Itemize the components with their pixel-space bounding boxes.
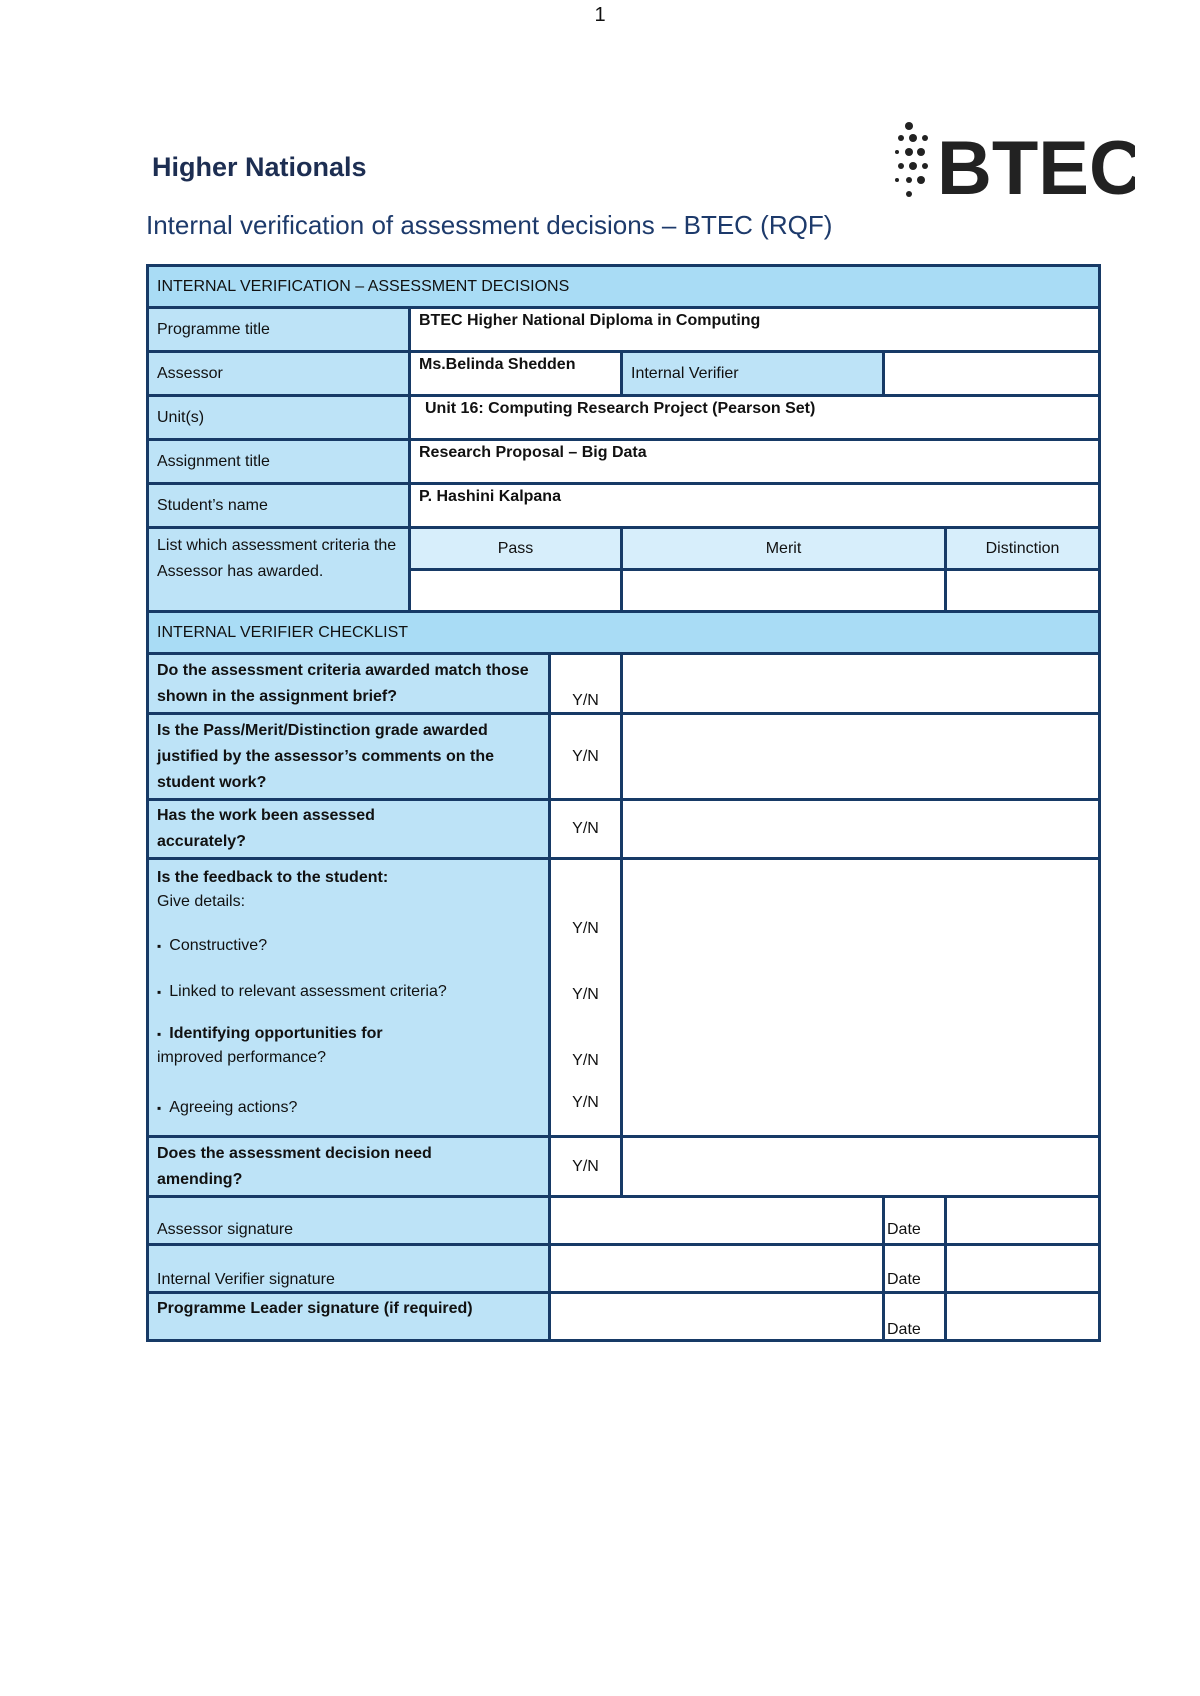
assessor-label: Assessor	[148, 352, 410, 396]
feedback-item-constructive: ▪ Constructive?	[157, 937, 268, 954]
pl-date-field[interactable]	[946, 1293, 1100, 1341]
iv-date-label: Date	[884, 1245, 946, 1293]
iv-signature-field[interactable]	[550, 1245, 884, 1293]
programme-title-label: Programme title	[148, 308, 410, 352]
assessor-field[interactable]: Ms.Belinda Shedden	[410, 352, 622, 396]
yn-grade-justified[interactable]: Y/N	[550, 714, 622, 800]
feedback-item-agreeing: ▪ Agreeing actions?	[157, 1099, 298, 1116]
section-title-verifier-checklist: INTERNAL VERIFIER CHECKLIST	[148, 612, 1100, 654]
assignment-title-label: Assignment title	[148, 440, 410, 484]
criteria-merit-field[interactable]	[622, 570, 946, 612]
assignment-title-field[interactable]: Research Proposal – Big Data	[410, 440, 1100, 484]
yn-feedback-agreeing[interactable]: Y/N	[572, 1094, 599, 1111]
details-feedback[interactable]	[622, 859, 1100, 1137]
pl-date-label: Date	[884, 1293, 946, 1341]
programme-title-field[interactable]: BTEC Higher National Diploma in Computing	[410, 308, 1100, 352]
student-name-label: Student’s name	[148, 484, 410, 528]
btec-logo	[895, 122, 1135, 206]
verification-form	[146, 264, 1101, 1342]
feedback-give-details: Give details:	[157, 893, 246, 910]
feedback-item-improved-performance: improved performance?	[157, 1049, 326, 1066]
iv-date-field[interactable]	[946, 1245, 1100, 1293]
iv-signature-label: Internal Verifier signature	[148, 1245, 550, 1293]
assessor-signature-label: Assessor signature	[148, 1197, 550, 1245]
internal-verifier-label: Internal Verifier	[622, 352, 884, 396]
feedback-question-title: Is the feedback to the student:	[157, 869, 389, 886]
units-label: Unit(s)	[148, 396, 410, 440]
criteria-distinction-field[interactable]	[946, 570, 1100, 612]
yn-feedback-opportunities[interactable]: Y/N	[572, 1052, 599, 1069]
document-title: Internal verification of assessment decisions – BTEC (RQF)	[146, 210, 833, 240]
internal-verifier-field[interactable]	[884, 352, 1100, 396]
yn-feedback-stack	[550, 859, 622, 1137]
section-title-assessment-decisions: INTERNAL VERIFICATION – ASSESSMENT DECISIONS	[148, 266, 1100, 308]
bullet-icon: ▪	[157, 1101, 162, 1115]
details-grade-justified[interactable]	[622, 714, 1100, 800]
criteria-header-merit: Merit	[622, 528, 946, 570]
feedback-item-linked: ▪ Linked to relevant assessment criteria?	[157, 983, 447, 1000]
criteria-header-pass: Pass	[410, 528, 622, 570]
bullet-icon: ▪	[157, 1027, 162, 1041]
checklist-question-amending: Does the assessment decision need amending?	[148, 1137, 550, 1197]
logo-text: BTEC	[937, 126, 1135, 206]
checklist-question-grade-justified: Is the Pass/Merit/Distinction grade awarded justified by the assessor’s comments on the student work?	[148, 714, 550, 800]
criteria-label: List which assessment criteria the Assessor has awarded.	[148, 528, 410, 612]
yn-assessed-accurately[interactable]: Y/N	[550, 800, 622, 859]
assessor-date-field[interactable]	[946, 1197, 1100, 1245]
feedback-item-opportunities: ▪ Identifying opportunities for	[157, 1025, 383, 1042]
details-criteria-match[interactable]	[622, 654, 1100, 714]
checklist-question-assessed-accurately: Has the work been assessed accurately?	[148, 800, 550, 859]
yn-criteria-match[interactable]: Y/N	[550, 654, 622, 714]
criteria-pass-field[interactable]	[410, 570, 622, 612]
student-name-field[interactable]: P. Hashini Kalpana	[410, 484, 1100, 528]
checklist-feedback-block	[148, 859, 550, 1137]
details-assessed-accurately[interactable]	[622, 800, 1100, 859]
programme-family-heading: Higher Nationals	[152, 152, 367, 182]
yn-feedback-constructive[interactable]: Y/N	[572, 920, 599, 937]
pl-signature-field[interactable]	[550, 1293, 884, 1341]
assessor-signature-field[interactable]	[550, 1197, 884, 1245]
details-amending[interactable]	[622, 1137, 1100, 1197]
units-field[interactable]: Unit 16: Computing Research Project (Pearson Set)	[410, 396, 1100, 440]
pl-signature-label: Programme Leader signature (if required)	[148, 1293, 550, 1341]
assessor-date-label: Date	[884, 1197, 946, 1245]
bullet-icon: ▪	[157, 939, 162, 953]
page-number: 1	[594, 4, 606, 26]
checklist-question-criteria-match: Do the assessment criteria awarded match those shown in the assignment brief?	[148, 654, 550, 714]
bullet-icon: ▪	[157, 985, 162, 999]
criteria-header-distinction: Distinction	[946, 528, 1100, 570]
yn-feedback-linked[interactable]: Y/N	[572, 986, 599, 1003]
yn-amending[interactable]: Y/N	[550, 1137, 622, 1197]
